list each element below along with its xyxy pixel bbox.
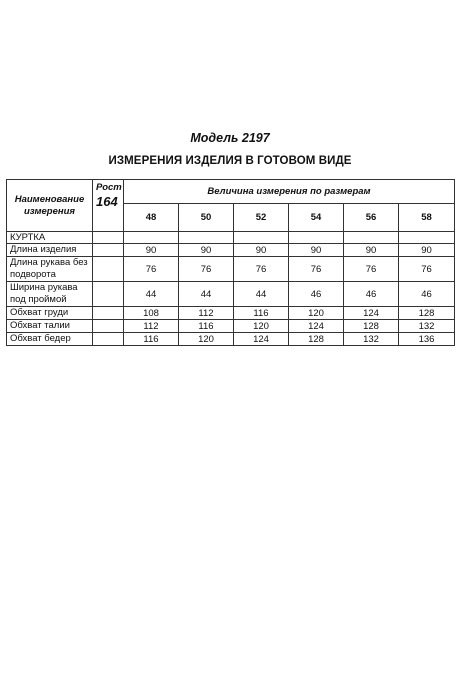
row-label: Ширина рукава под проймой xyxy=(7,282,93,307)
value-cell: 120 xyxy=(179,333,234,346)
value-cell: 124 xyxy=(234,333,289,346)
value-cell: 116 xyxy=(234,307,289,320)
row-label: Длина изделия xyxy=(7,244,93,257)
empty-cell xyxy=(344,232,399,244)
table-row xyxy=(7,282,455,307)
value-cell: 120 xyxy=(234,320,289,333)
empty-cell xyxy=(93,333,124,346)
table-row xyxy=(7,320,455,333)
value-cell: 76 xyxy=(179,257,234,282)
sizes-group-header: Величина измерения по размерам xyxy=(124,180,455,204)
value-cell: 90 xyxy=(234,244,289,257)
value-cell: 46 xyxy=(399,282,455,307)
table-row xyxy=(7,307,455,320)
height-value: 164 xyxy=(96,194,118,209)
size-header: 56 xyxy=(344,204,399,232)
value-cell: 76 xyxy=(234,257,289,282)
value-cell: 90 xyxy=(289,244,344,257)
table-row xyxy=(7,333,455,346)
empty-cell xyxy=(93,320,124,333)
empty-cell xyxy=(124,232,179,244)
size-header: 52 xyxy=(234,204,289,232)
row-label: Обхват груди xyxy=(7,307,93,320)
table-row xyxy=(7,244,455,257)
value-cell: 116 xyxy=(179,320,234,333)
empty-cell xyxy=(289,232,344,244)
empty-cell xyxy=(93,282,124,307)
empty-cell xyxy=(93,307,124,320)
value-cell: 132 xyxy=(344,333,399,346)
value-cell: 76 xyxy=(344,257,399,282)
value-cell: 76 xyxy=(399,257,455,282)
value-cell: 90 xyxy=(179,244,234,257)
value-cell: 128 xyxy=(289,333,344,346)
value-cell: 44 xyxy=(124,282,179,307)
table-row xyxy=(7,257,455,282)
empty-cell xyxy=(234,232,289,244)
row-label: Обхват бедер xyxy=(7,333,93,346)
value-cell: 90 xyxy=(344,244,399,257)
value-cell: 46 xyxy=(289,282,344,307)
empty-cell xyxy=(93,257,124,282)
size-header: 50 xyxy=(179,204,234,232)
value-cell: 46 xyxy=(344,282,399,307)
value-cell: 76 xyxy=(289,257,344,282)
row-label: Обхват талии xyxy=(7,320,93,333)
value-cell: 112 xyxy=(179,307,234,320)
model-title: Модель 2197 xyxy=(190,131,270,145)
value-cell: 132 xyxy=(399,320,455,333)
value-cell: 128 xyxy=(344,320,399,333)
value-cell: 128 xyxy=(399,307,455,320)
value-cell: 90 xyxy=(399,244,455,257)
value-cell: 44 xyxy=(234,282,289,307)
height-header xyxy=(93,180,124,232)
value-cell: 136 xyxy=(399,333,455,346)
empty-cell xyxy=(179,232,234,244)
value-cell: 76 xyxy=(124,257,179,282)
height-label: Рост xyxy=(96,182,122,193)
value-cell: 120 xyxy=(289,307,344,320)
name-column-header: Наименование измерения xyxy=(7,180,93,232)
document-title: ИЗМЕРЕНИЯ ИЗДЕЛИЯ В ГОТОВОМ ВИДЕ xyxy=(108,155,352,167)
value-cell: 90 xyxy=(124,244,179,257)
header-row-top xyxy=(7,180,455,204)
empty-cell xyxy=(399,232,455,244)
measurements-table xyxy=(6,179,455,346)
section-label: КУРТКА xyxy=(7,232,93,244)
size-header: 58 xyxy=(399,204,455,232)
value-cell: 124 xyxy=(289,320,344,333)
size-header: 54 xyxy=(289,204,344,232)
value-cell: 124 xyxy=(344,307,399,320)
value-cell: 112 xyxy=(124,320,179,333)
section-row xyxy=(7,232,455,244)
value-cell: 116 xyxy=(124,333,179,346)
row-label: Длина рукава без подворота xyxy=(7,257,93,282)
empty-cell xyxy=(93,232,124,244)
empty-cell xyxy=(93,244,124,257)
value-cell: 108 xyxy=(124,307,179,320)
size-header: 48 xyxy=(124,204,179,232)
value-cell: 44 xyxy=(179,282,234,307)
